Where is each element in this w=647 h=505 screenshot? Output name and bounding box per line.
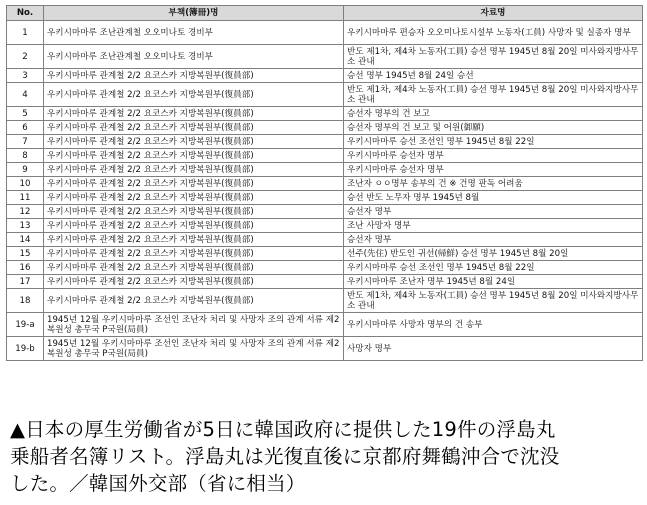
row-book-name: 우키시마마루 관계철 2/2 요코스카 지방복원부(復員部): [44, 219, 344, 233]
row-no: 7: [7, 135, 44, 149]
row-book-name: 우키시마마루 관계철 2/2 요코스카 지방복원부(復員部): [44, 289, 344, 313]
row-no: 16: [7, 261, 44, 275]
caption-line: ▲日本の厚生労働省が5日に韓国政府に提供した19件の浮島丸: [10, 418, 556, 441]
row-document-name: 승선 반도 노무자 명부 1945년 8월: [344, 191, 643, 205]
row-document-name: 우키시마마루 승선자 명부: [344, 163, 643, 177]
row-book-name: 우키시마마루 관계철 2/2 요코스카 지방복원부(復員部): [44, 163, 344, 177]
document-page: [6, 5, 642, 361]
row-book-name: 1945년 12월 우키시마마루 조선인 조난자 처리 및 사망자 조의 관계 서류 제2복원성 총무국 P국원(局員): [44, 337, 344, 361]
header-document-name: 자료명: [344, 6, 643, 21]
row-no: 9: [7, 163, 44, 177]
table-row: [7, 275, 643, 289]
photo-caption: [10, 416, 640, 497]
row-document-name: 조난자 ㅇㅇ명부 송부의 건 ※ 건명 판독 어려움: [344, 177, 643, 191]
row-document-name: 승선자 명부의 건 보고 및 어원(御願): [344, 121, 643, 135]
row-book-name: 우키시마마루 관계철 2/2 요코스카 지방복원부(復員部): [44, 177, 344, 191]
row-no: 19-a: [7, 313, 44, 337]
passenger-list-table: [6, 5, 643, 361]
table-row: [7, 45, 643, 69]
row-document-name: 반도 제1차, 제4차 노동자(工員) 승선 명부 1945년 8월 20일 미사와지방사무소 관내: [344, 83, 643, 107]
table-row: [7, 163, 643, 177]
row-no: 1: [7, 21, 44, 45]
table-row: [7, 149, 643, 163]
row-document-name: 우키시마마루 편승자 오오미나토시설부 노동자(工員) 사망자 및 실종자 명부: [344, 21, 643, 45]
row-book-name: 우키시마마루 관계철 2/2 요코스카 지방복원부(復員部): [44, 247, 344, 261]
row-document-name: 우키시마마루 승선 조선인 명부 1945년 8월 22일: [344, 261, 643, 275]
row-book-name: 우키시마마루 조난관계철 오오미나토 경비부: [44, 21, 344, 45]
table-row: [7, 135, 643, 149]
table-row: [7, 337, 643, 361]
row-document-name: 우키시마마루 조난자 명부 1945년 8월 24일: [344, 275, 643, 289]
row-document-name: 승선자 명부의 건 보고: [344, 107, 643, 121]
row-no: 19-b: [7, 337, 44, 361]
row-book-name: 1945년 12월 우키시마마루 조선인 조난자 처리 및 사망자 조의 관계 서류 제2복원성 총무국 P국원(局員): [44, 313, 344, 337]
table-row: [7, 69, 643, 83]
row-book-name: 우키시마마루 관계철 2/2 요코스카 지방복원부(復員部): [44, 205, 344, 219]
row-document-name: 승선자 명부: [344, 205, 643, 219]
table-row: [7, 247, 643, 261]
table-row: [7, 83, 643, 107]
row-no: 15: [7, 247, 44, 261]
row-no: 10: [7, 177, 44, 191]
row-no: 3: [7, 69, 44, 83]
row-book-name: 우키시마마루 관계철 2/2 요코스카 지방복원부(復員部): [44, 275, 344, 289]
row-document-name: 우키시마마루 승선 조선인 명부 1945년 8월 22일: [344, 135, 643, 149]
caption-line: 乗船者名簿リスト。浮島丸は光復直後に京都府舞鶴沖合で沈没: [10, 445, 560, 468]
row-document-name: 반도 제1차, 제4차 노동자(工員) 승선 명부 1945년 8월 20일 미사와지방사무소 관내: [344, 45, 643, 69]
header-no: No.: [7, 6, 44, 21]
row-book-name: 우키시마마루 관계철 2/2 요코스카 지방복원부(復員部): [44, 107, 344, 121]
row-document-name: 선주(先住) 반도인 귀선(帰鮮) 승선 명부 1945년 8월 20일: [344, 247, 643, 261]
table-row: [7, 233, 643, 247]
table-row: [7, 219, 643, 233]
row-book-name: 우키시마마루 관계철 2/2 요코스카 지방복원부(復員部): [44, 135, 344, 149]
row-no: 2: [7, 45, 44, 69]
row-no: 6: [7, 121, 44, 135]
row-document-name: 반도 제1차, 제4차 노동자(工員) 승선 명부 1945년 8월 20일 미사와지방사무소 관내: [344, 289, 643, 313]
row-book-name: 우키시마마루 관계철 2/2 요코스카 지방복원부(復員部): [44, 191, 344, 205]
row-book-name: 우키시마마루 관계철 2/2 요코스카 지방복원부(復員部): [44, 261, 344, 275]
header-book-name: 부책(簿冊)명: [44, 6, 344, 21]
row-no: 18: [7, 289, 44, 313]
row-book-name: 우키시마마루 관계철 2/2 요코스카 지방복원부(復員部): [44, 69, 344, 83]
row-document-name: 사망자 명부: [344, 337, 643, 361]
table-row: [7, 107, 643, 121]
table-row: [7, 21, 643, 45]
row-no: 13: [7, 219, 44, 233]
row-book-name: 우키시마마루 관계철 2/2 요코스카 지방복원부(復員部): [44, 83, 344, 107]
table-row: [7, 177, 643, 191]
row-no: 5: [7, 107, 44, 121]
table-row: [7, 313, 643, 337]
row-document-name: 승선자 명부: [344, 233, 643, 247]
row-document-name: 조난 사망자 명부: [344, 219, 643, 233]
row-no: 14: [7, 233, 44, 247]
table-row: [7, 261, 643, 275]
row-document-name: 승선 명부 1945년 8월 24일 승선: [344, 69, 643, 83]
table-header-row: [7, 6, 643, 21]
row-book-name: 우키시마마루 관계철 2/2 요코스카 지방복원부(復員部): [44, 233, 344, 247]
table-row: [7, 191, 643, 205]
row-no: 12: [7, 205, 44, 219]
row-book-name: 우키시마마루 조난관계철 오오미나토 경비부: [44, 45, 344, 69]
row-no: 11: [7, 191, 44, 205]
row-no: 17: [7, 275, 44, 289]
row-book-name: 우키시마마루 관계철 2/2 요코스카 지방복원부(復員部): [44, 121, 344, 135]
row-document-name: 우키시마마루 사망자 명부의 건 송부: [344, 313, 643, 337]
caption-line: した。／韓国外交部（省に相当）: [10, 472, 306, 495]
row-no: 8: [7, 149, 44, 163]
row-no: 4: [7, 83, 44, 107]
table-row: [7, 289, 643, 313]
row-document-name: 우키시마마루 승선자 명부: [344, 149, 643, 163]
row-book-name: 우키시마마루 관계철 2/2 요코스카 지방복원부(復員部): [44, 149, 344, 163]
table-row: [7, 205, 643, 219]
table-row: [7, 121, 643, 135]
